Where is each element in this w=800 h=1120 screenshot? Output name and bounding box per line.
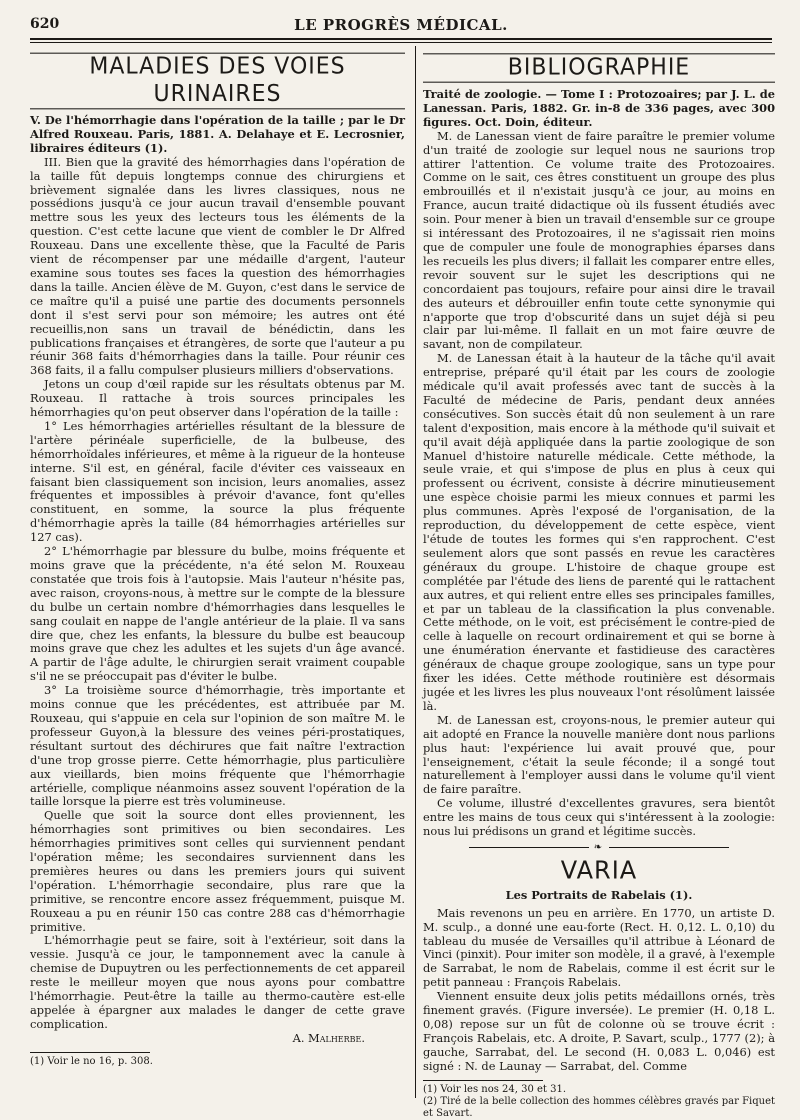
- left-column: [30, 50, 405, 1110]
- article-paragraph: 3° La troisième source d'hémorrhagie, très importante et moins connue que les précédentes, est attribuée par M. Rouxeau, qui s'appuie en cela sur l'opinion de son maître M. le professeur Guyon,à la blessure des veines péri-prostatiques, résultant surtout des déchirures que fait naître l'extraction d'une trop grosse pierre. Cette hémorrhagie, plus particulière aux vieillards, bien moins fréquente que l'hémorrhagie artérielle, complique néanmoins assez souvent l'opération de la taille lorsque la pierre est très volumineuse.: [30, 683, 405, 809]
- author-signature: A. Malherbe.: [292, 1030, 365, 1045]
- footnote: (1) Voir les nos 24, 30 et 31.: [423, 1083, 567, 1095]
- section-title-urinaires: MALADIES DES VOIES URINAIRES: [30, 53, 405, 110]
- journal-title: LE PROGRÈS MÉDICAL.: [294, 16, 508, 34]
- varia-paragraph: Viennent ensuite deux jolis petits médaillons ornés, très finement gravés. (Figure inversée). Le premier (H. 0,18 L. 0,08) repose sur un fût de colonne où se trouve écrit : François Rabelais, etc. A droite, P. Savart, sculp., 1777 (2); à gauche, Sarrabat, del. Le second (H. 0,083 L. 0,046) est signé : N. de Launay — Sarrabat, del. Comme: [423, 989, 775, 1073]
- running-header: [30, 14, 772, 36]
- article-paragraph: Quelle que soit la source dont elles proviennent, les hémorrhagies sont primitives ou bien secondaires. Les hémorrhagies primitives sont celles qui surviennent pendant l'opération même; les secondaires surviennent dans les premières heures ou dans les premiers jours qui suivent l'opération. L'hémorrhagie secondaire, plus rare que la primitive, se rencontre encore assez fréquemment, puisque M. Rouxeau a pu en réunir 150 cas contre 288 cas d'hémorrhagie primitive.: [30, 808, 405, 934]
- article-citation: V. De l'hémorrhagie dans l'opération de la taille ; par le Dr Alfred Rouxeau. Paris, 1881. A. Delahaye et E. Lecrosnier, libraires éditeurs (1).: [30, 113, 405, 155]
- section-title-varia: VARIA: [560, 855, 638, 885]
- section-title-bibliographie: BIBLIOGRAPHIE: [423, 53, 775, 82]
- article-paragraph: Jetons un coup d'œil rapide sur les résultats obtenus par M. Rouxeau. Il rattache à trois sources principales les hémorrhagies qu'on peut observer dans l'opération de la taille :: [30, 377, 405, 420]
- footnote: (1) Voir le no 16, p. 308.: [30, 1055, 153, 1067]
- review-paragraph: M. de Lanessan vient de faire paraître le premier volume d'un traité de zoologie sur lequel nous ne saurions trop attirer l'attention. Ce volume traite des Protozoaires. Comme on le sait, ces êtres constituent un groupe des plus embrouillés et il n'existait jusqu'à ce jour, au moins en France, aucun traité didactique où ils fussent étudiés avec soin. Pour mener à bien un travail d'ensemble sur ce groupe si intéressant des Protozoaires, il ne s'agissait rien moins que de compuler une foule de monographies éparses dans les recueils les plus divers; il fallait les comparer entre elles, revoir souvent sur le sujet les descriptions qui ne concordaient pas toujours, refaire pour ainsi dire le travail des auteurs et débrouiller enfin toute cette synonymie qui n'apporte que trop d'obscurité dans un sujet déjà si peu clair par lui-même. Il fallait en un mot faire œuvre de savant, non de compilateur.: [423, 128, 775, 352]
- book-citation: Traité de zoologie. — Tome I : Protozoaires; par J. L. de Lanessan. Paris, 1882. Gr. in-8 de 336 pages, avec 300 figures. Oct. Doin, éditeur.: [423, 87, 775, 129]
- header-rule: [30, 38, 772, 40]
- page-number: 620: [30, 16, 60, 32]
- header-rule-thin: [30, 42, 772, 43]
- review-paragraph: M. de Lanessan est, croyons-nous, le premier auteur qui ait adopté en France la nouvelle manière dont nous parlions plus haut: l'expérience lui avait prouvé que, pour l'enseignement, c'était la seule féconde; il a songé tout naturellement à l'employer aussi dans le volume qu'il vient de faire paraître.: [423, 712, 775, 797]
- article-paragraph: III. Bien que la gravité des hémorrhagies dans l'opération de la taille fût depuis longtemps connue des chirurgiens et brièvement signalée dans les livres classiques, nous ne possédions jusqu'à ce jour aucun travail d'ensemble pouvant mettre sous les yeux des lecteurs tous les éléments de la question. C'est cette lacune que vient de combler le Dr Alfred Rouxeau. Dans une excellente thèse, que la Faculté de Paris vient de récompenser par une médaille d'argent, l'auteur examine sous toutes ses faces la question des hémorrhagies dans la taille. Ancien élève de M. Guyon, c'est dans le service de ce maître qu'il a puisé une partie des documents personnels dont il s'est servi pour son mémoire; les autres ont été recueillis,non sans un travail de bénédictin, dans les publications françaises et étrangères, de sorte que l'auteur a pu réunir 368 faits d'hémorrhagies dans la taille. Pour réunir ces 368 faits, il a fallu compulser plusieurs milliers d'observations.: [30, 154, 405, 378]
- footnote: (2) Tiré de la belle collection des hommes célèbres gravés par Fiquet et Savart.: [423, 1095, 775, 1119]
- footnote-rule: [423, 1080, 543, 1081]
- varia-paragraph: Mais revenons un peu en arrière. En 1770, un artiste D. M. sculp., a donné une eau-forte (Rect. H. 0,12. L. 0,10) du tableau du musée de Versailles qu'il attribue à Léonard de Vinci (pinxit). Pour imiter son modèle, il a gravé, à l'exemple de Sarrabat, le nom de Rabelais, comme il est écrit sur le petit panneau : François Rabelais.: [423, 905, 775, 990]
- review-paragraph: Ce volume, illustré d'excellentes gravures, sera bientôt entre les mains de tous ceux qui s'intéressent à la zoologie: nous lui prédisons un grand et légitime succès.: [423, 796, 775, 839]
- right-column: [423, 50, 775, 1119]
- column-divider: [415, 46, 416, 1098]
- article-paragraph: 2° L'hémorrhagie par blessure du bulbe, moins fréquente et moins grave que la précédente, n'a été selon M. Rouxeau constatée que trois fois à l'autopsie. Mais l'auteur n'hésite pas, avec raison, croyons-nous, à mettre sur le compte de la blessure du bulbe un certain nombre d'hémorrhagies dans lesquelles le sang coulait en nappe de l'angle antérieur de la plaie. Il va sans dire que, chez les enfants, la blessure du bulbe est beaucoup moins grave que chez les adultes et les sujets d'un âge avancé. A partir de l'âge adulte, le chirurgien serait vraiment coupable s'il ne se préoccupait pas d'éviter le bulbe.: [30, 544, 405, 684]
- article-paragraph: 1° Les hémorrhagies artérielles résultant de la blessure de l'artère périnéale superficielle, de la bulbeuse, des hémorrhoïdales inférieures, et même à la rigueur de la honteuse interne. S'il est, en général, facile d'éviter ces vaisseaux en faisant bien classiquement son incision, leurs anomalies, assez fréquentes et impossibles à prévoir d'avance, font qu'elles constituent, en somme, la source la plus fréquente d'hémorrhagie après la taille (84 hémorrhagies artérielles sur 127 cas).: [30, 418, 405, 545]
- varia-subtitle: Les Portraits de Rabelais (1).: [505, 887, 693, 902]
- article-paragraph: L'hémorrhagie peut se faire, soit à l'extérieur, soit dans la vessie. Jusqu'à ce jour, le tamponnement avec la canule à chemise de Dupuytren ou les perfectionnements de cet appareil reste le meilleur moyen que nous ayons pour combattre l'hémorrhagie. Peut-être la taille au thermo-cautère est-elle appelée à épargner aux malades le danger de cette grave complication.: [30, 933, 405, 1031]
- review-paragraph: M. de Lanessan était à la hauteur de la tâche qu'il avait entreprise, préparé qu'il était par les cours de zoologie médicale qu'il avait professés avec tant de succès à la Faculté de médecine de Paris, pendant deux années consécutives. Son succès était dû non seulement à un rare talent d'exposition, mais encore à la méthode qu'il suivait et qu'il avait déjà appliquée dans la partie zoologique de son Manuel d'histoire naturelle médicale. Cette méthode, la seule vraie, et qui s'impose de plus en plus à ceux qui professent ou écrivent, consiste à décrire minutieusement une espèce choisie parmi les mieux connues et parmi les plus communes. Après l'exposé de l'organisation, de la reproduction, du développement de cette espèce, vient l'étude de toutes les formes qui s'en rapprochent. C'est seulement alors que sont passés en revue les caractères généraux du groupe. L'histoire de chaque groupe est complétée par l'étude des liens de parenté qui le rattachent aux autres, et qui relient entre elles ses principales familles, et par un tableau de la classification la plus convenable. Cette méthode, on le voit, est précisément le contre-pied de celle à laquelle on recourt ordinairement et qui se borne à une énumération énervante et fastidieuse des caractères généraux de chaque groupe zoologique, sans un type pour fixer les idées. Cette méthode routinière est désormais jugée et les livres les plus nouveaux l'ont résolûment laissée là.: [423, 351, 775, 713]
- footnote-rule: [30, 1052, 150, 1053]
- section-ornament: ❧: [423, 841, 775, 855]
